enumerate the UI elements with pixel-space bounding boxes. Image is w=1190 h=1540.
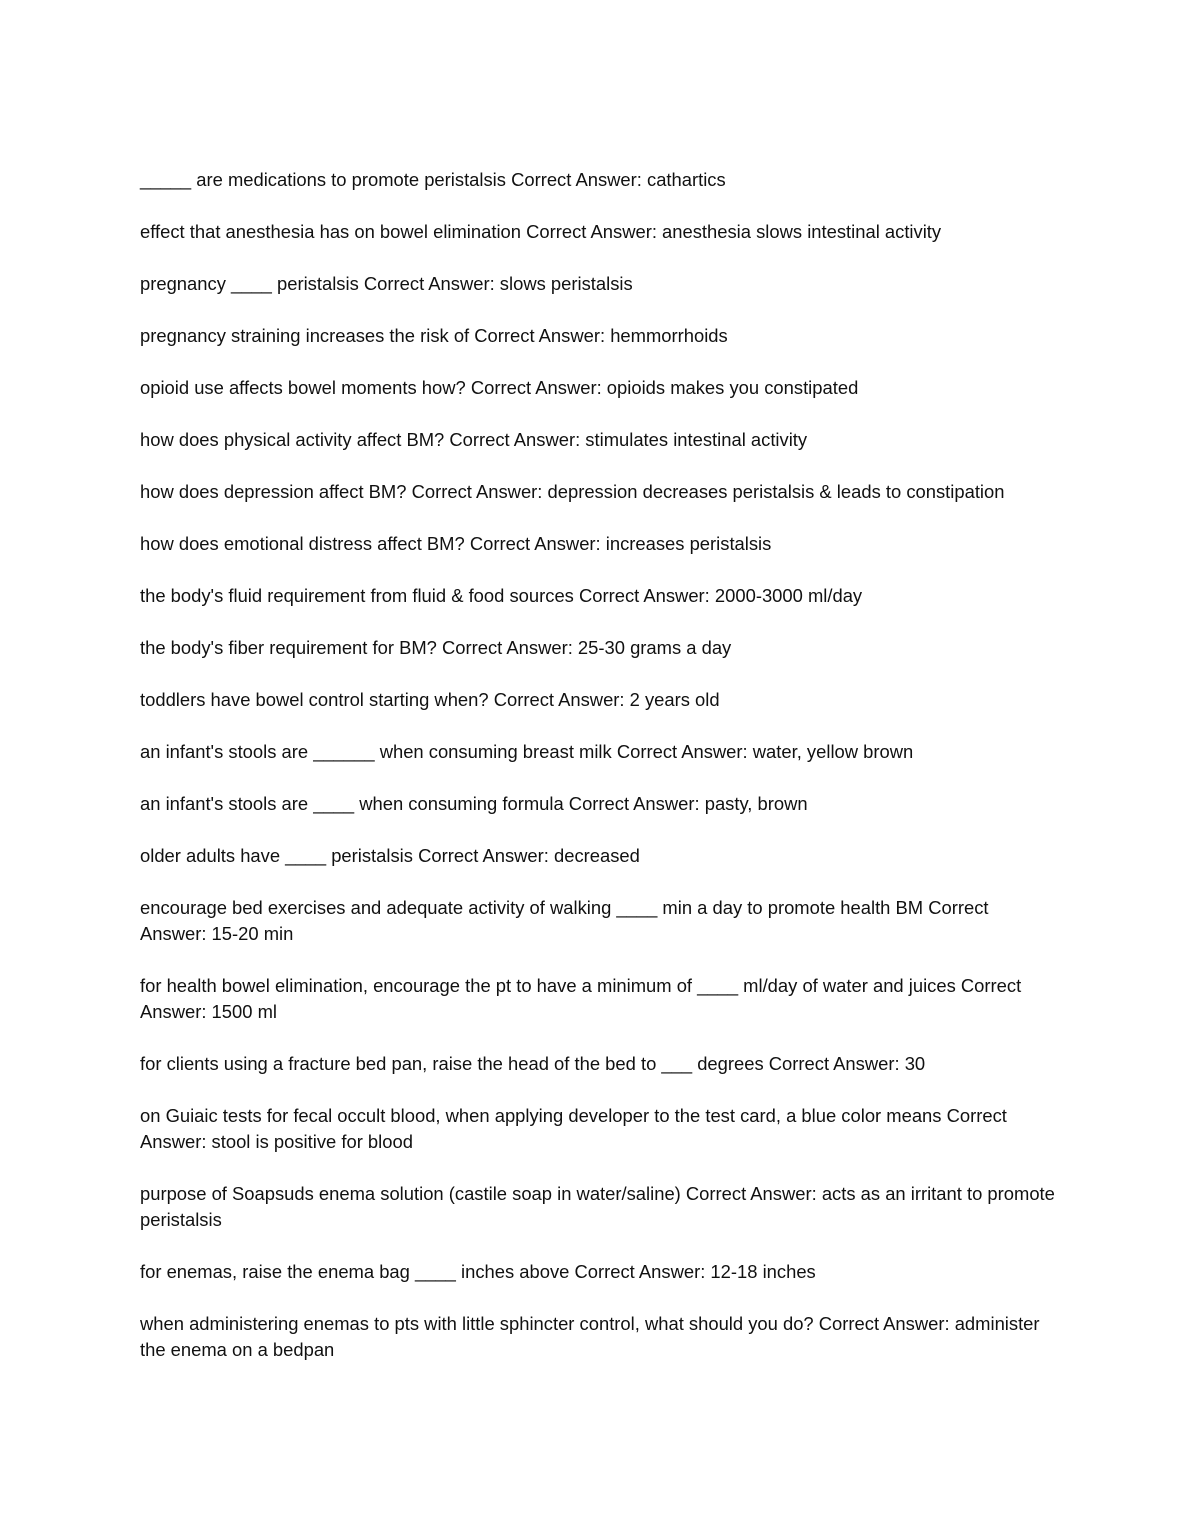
- qa-item: toddlers have bowel control starting when? Correct Answer: 2 years old: [140, 689, 720, 710]
- qa-item: how does physical activity affect BM? Correct Answer: stimulates intestinal activity: [140, 429, 808, 450]
- qa-item: encourage bed exercises and adequate activity of walking ____ min a day to promote health BM Correct Answer: 15-20 min: [140, 897, 989, 944]
- qa-item: for enemas, raise the enema bag ____ inches above Correct Answer: 12-18 inches: [140, 1261, 816, 1282]
- qa-item: effect that anesthesia has on bowel elimination Correct Answer: anesthesia slows intestinal activity: [140, 221, 942, 242]
- qa-item: purpose of Soapsuds enema solution (castile soap in water/saline) Correct Answer: acts as an irritant to promote peristalsis: [140, 1183, 1055, 1230]
- qa-item: on Guiaic tests for fecal occult blood, when applying developer to the test card, a blue color means Correct Answer: stool is positive for blood: [140, 1105, 1007, 1152]
- qa-item: pregnancy straining increases the risk of Correct Answer: hemmorrhoids: [140, 325, 728, 346]
- qa-item: an infant's stools are ______ when consuming breast milk Correct Answer: water, yellow brown: [140, 741, 914, 762]
- qa-item: opioid use affects bowel moments how? Correct Answer: opioids makes you constipated: [140, 377, 859, 398]
- qa-item: for health bowel elimination, encourage the pt to have a minimum of ____ ml/day of water and juices Correct Answer: 1500 ml: [140, 975, 1022, 1022]
- qa-item: when administering enemas to pts with little sphincter control, what should you do? Correct Answer: administer the enema on a bedpan: [140, 1313, 1040, 1360]
- qa-item: an infant's stools are ____ when consuming formula Correct Answer: pasty, brown: [140, 793, 808, 814]
- qa-item: pregnancy ____ peristalsis Correct Answer: slows peristalsis: [140, 273, 633, 294]
- qa-item: the body's fluid requirement from fluid & food sources Correct Answer: 2000-3000 ml/day: [140, 585, 863, 606]
- qa-item: how does emotional distress affect BM? Correct Answer: increases peristalsis: [140, 533, 772, 554]
- qa-item: older adults have ____ peristalsis Correct Answer: decreased: [140, 845, 640, 866]
- qa-item: how does depression affect BM? Correct Answer: depression decreases peristalsis & leads to constipation: [140, 481, 1005, 502]
- qa-item: _____ are medications to promote peristalsis Correct Answer: cathartics: [140, 169, 726, 190]
- qa-list: [140, 167, 1055, 1389]
- qa-item: for clients using a fracture bed pan, raise the head of the bed to ___ degrees Correct Answer: 30: [140, 1053, 926, 1074]
- qa-item: the body's fiber requirement for BM? Correct Answer: 25-30 grams a day: [140, 637, 732, 658]
